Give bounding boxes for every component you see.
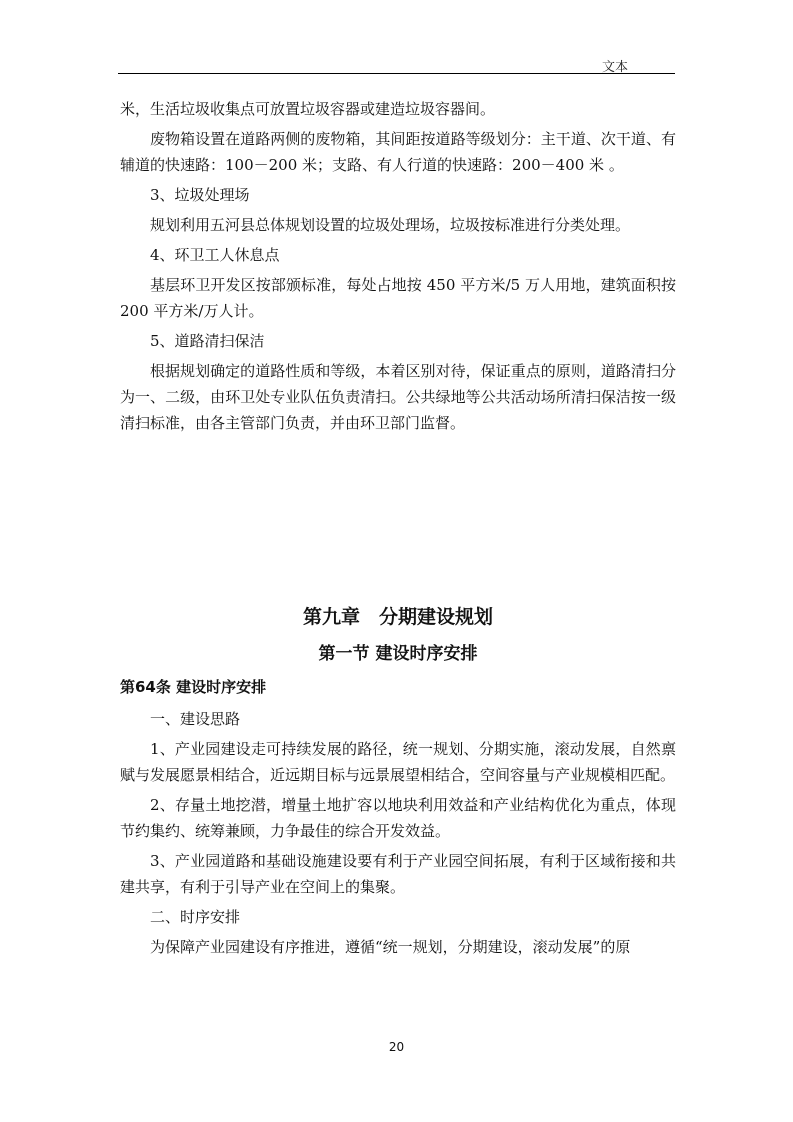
section-title: 第一节 建设时序安排 [318,644,478,664]
paragraph: 根据规划确定的道路性质和等级，本着区别对待，保证重点的原则，道路清扫分为一、二级，由环卫处专业队伍负责清扫。公共绿地等公共活动场所清扫保洁按一级清扫标准，由各主管部门负责，并由环卫部门监督。 [120,362,676,432]
paragraph: 1、产业园建设走可持续发展的路径，统一规划、分期实施，滚动发展，自然禀赋与发展愿景相结合，近远期目标与远景展望相结合，空间容量与产业规模相匹配。 [120,740,676,784]
subheading: 4、环卫工人休息点 [150,246,280,264]
page-number: 20 [388,1040,405,1054]
header-rule [118,73,675,74]
subheading: 5、道路清扫保洁 [150,332,265,350]
subheading: 二、时序安排 [150,908,241,926]
article-title: 第64条 建设时序安排 [120,678,267,696]
paragraph: 规划利用五河县总体规划设置的垃圾处理场，垃圾按标准进行分类处理。 [150,216,631,234]
paragraph: 米，生活垃圾收集点可放置垃圾容器或建造垃圾容器间。 [120,100,496,118]
subheading: 3、垃圾处理场 [150,186,250,204]
subheading: 一、建设思路 [150,710,241,728]
paragraph: 基层环卫开发区按部颁标准，每处占地按 450 平方米/5 万人用地，建筑面积按 200 平方米/万人计。 [120,276,676,320]
chapter-title: 第九章 分期建设规划 [302,606,493,628]
paragraph: 废物箱设置在道路两侧的废物箱，其间距按道路等级划分：主干道、次干道、有辅道的快速路：100－200 米；支路、有人行道的快速路：200－400 米 。 [120,130,676,174]
document-body [120,96,676,964]
paragraph: 2、存量土地挖潜，增量土地扩容以地块利用效益和产业结构优化为重点，体现节约集约、统筹兼顾，力争最佳的综合开发效益。 [120,796,676,840]
header-label: 文本 [601,60,628,75]
blank-space [120,440,676,602]
paragraph: 3、产业园道路和基础设施建设要有利于产业园空间拓展，有利于区域衔接和共建共享，有利于引导产业在空间上的集聚。 [120,852,676,896]
paragraph: 为保障产业园建设有序推进，遵循“统一规划，分期建设，滚动发展”的原 [150,938,631,956]
